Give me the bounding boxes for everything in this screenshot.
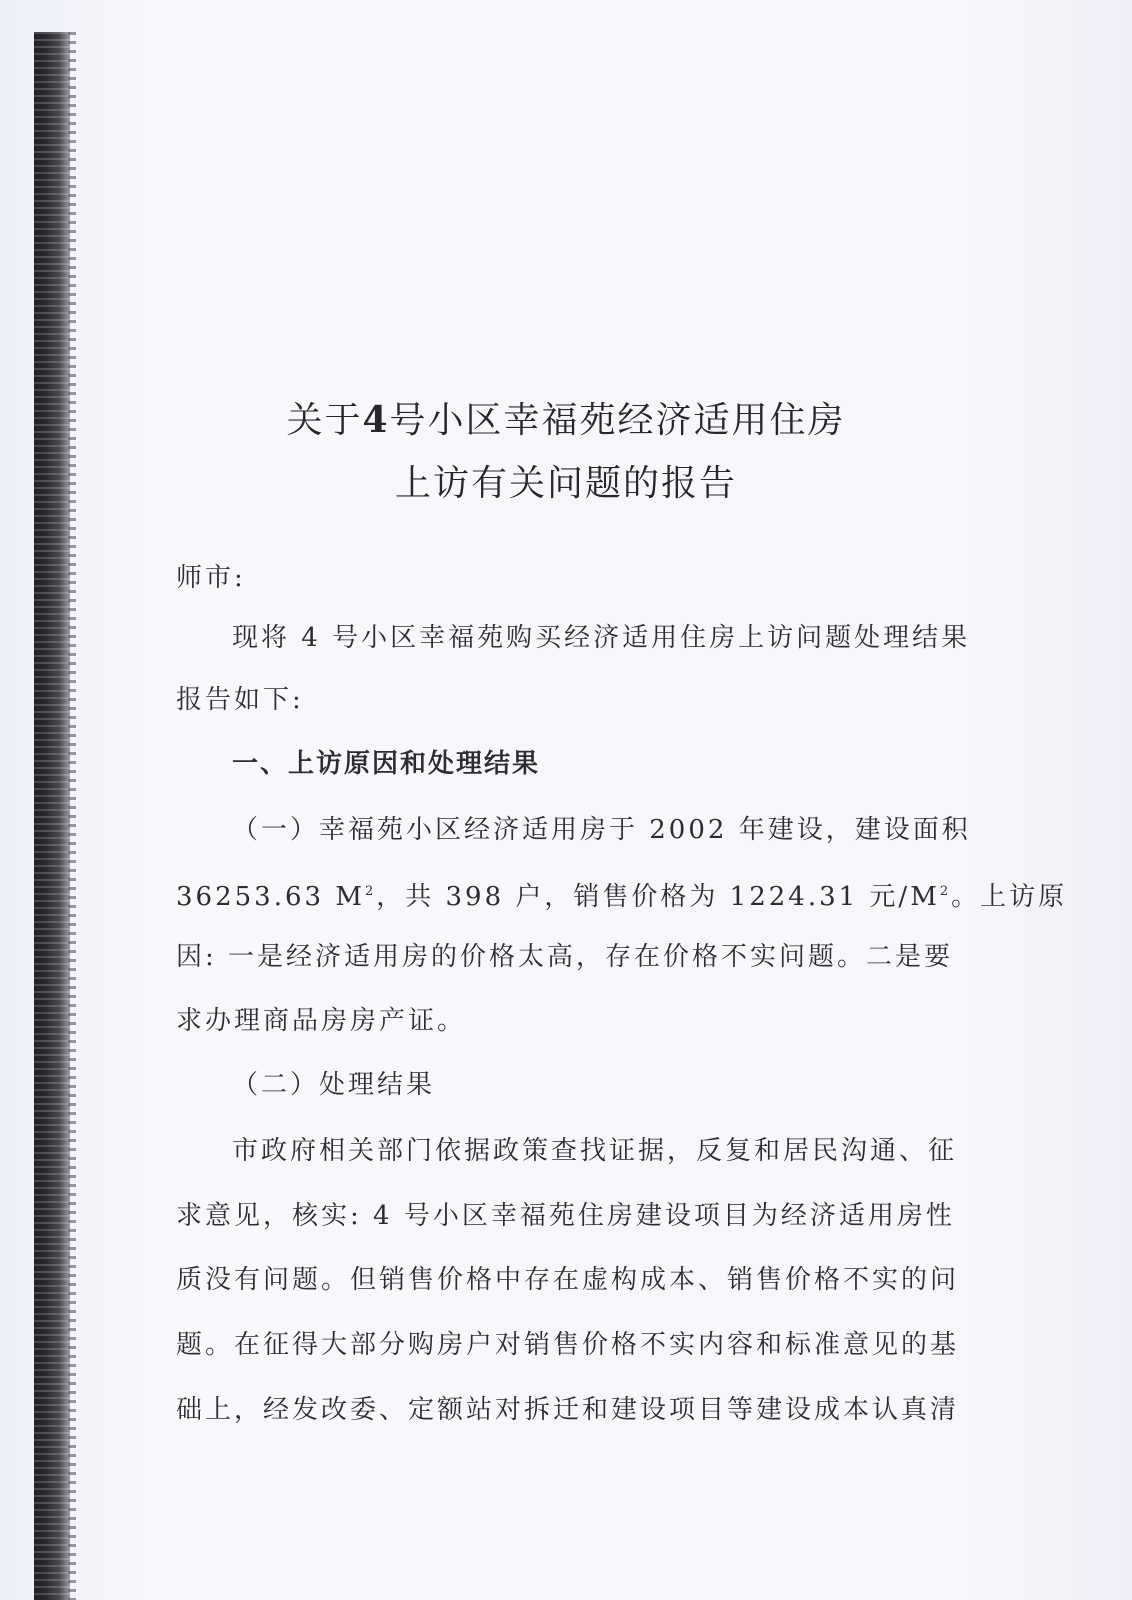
- paragraph-1-line-3: 因: 一是经济适用房的价格太高，存在价格不实问题。二是要: [176, 942, 954, 972]
- intro-line-2: 报告如下:: [176, 685, 304, 715]
- salutation: 师市:: [176, 563, 246, 593]
- paragraph-1-line-1: （一）幸福苑小区经济适用房于 2002 年建设，建设面积: [232, 815, 971, 845]
- price-text: ，共 398 户，销售价格为 1224.31 元/M: [376, 882, 940, 912]
- superscript-squared: 2: [939, 884, 952, 899]
- area-value: 36253.63 M: [176, 882, 365, 912]
- section-1-heading: 一、上访原因和处理结果: [232, 749, 541, 779]
- title-prefix: 关于: [286, 400, 363, 441]
- paragraph-1-line-2: [176, 872, 1068, 917]
- document-title-line-1: [0, 392, 1132, 443]
- title-suffix: 号小区幸福苑经济适用住房: [389, 400, 846, 441]
- subsection-2-heading: （二）处理结果: [232, 1070, 436, 1100]
- paragraph-2-line-2: 求意见，核实: 4 号小区幸福苑住房建设项目为经济适用房性: [176, 1201, 955, 1231]
- document-title-line-2: 上访有关问题的报告: [394, 463, 737, 504]
- paragraph-2-line-1: 市政府相关部门依据政策查找证据，反复和居民沟通、征: [232, 1136, 958, 1166]
- title-number: 4: [362, 399, 390, 441]
- paragraph-2-line-5: 础上，经发改委、定额站对拆迁和建设项目等建设成本认真清: [176, 1395, 960, 1425]
- paragraph-1-line-2-tail: 。上访原: [951, 882, 1068, 912]
- paragraph-1-line-4: 求办理商品房房产证。: [176, 1006, 467, 1036]
- paragraph-2-line-3: 质没有问题。但销售价格中存在虚构成本、销售价格不实的问: [176, 1265, 960, 1295]
- superscript-squared: 2: [364, 884, 377, 899]
- binding-edge: [34, 32, 70, 1600]
- paragraph-2-line-4: 题。在征得大部分购房户对销售价格不实内容和标准意见的基: [176, 1330, 960, 1360]
- intro-line-1: 现将 4 号小区幸福苑购买经济适用住房上访问题处理结果: [232, 623, 971, 653]
